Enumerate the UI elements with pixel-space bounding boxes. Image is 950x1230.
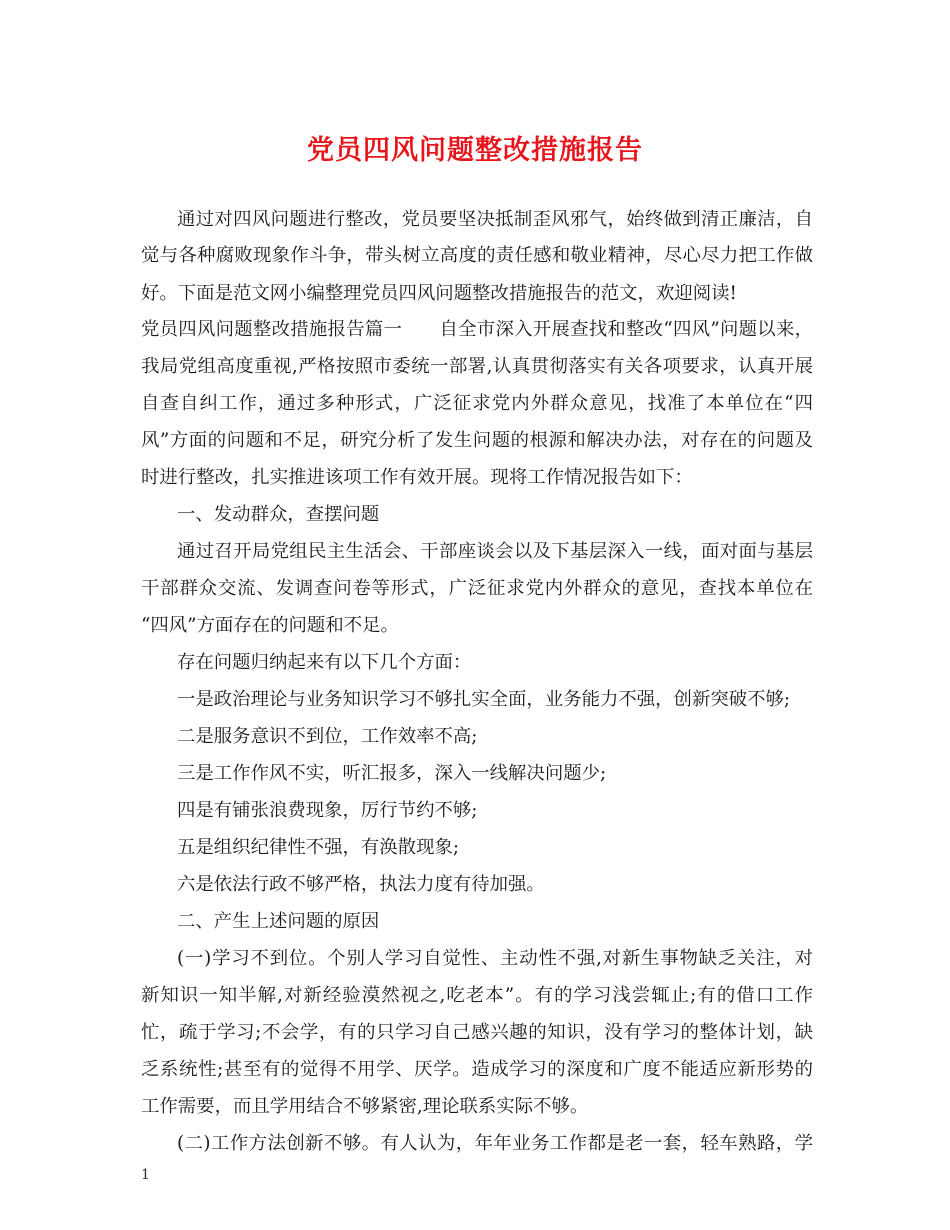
text-line: 觉与各种腐败现象作斗争，带头树立高度的责任感和敬业精神，尽心尽力把工作做 [141,245,813,266]
text-line: 时进行整改，扎实推进该项工作有效开展。现将工作情况报告如下： [141,467,693,488]
list-item: 四是有铺张浪费现象，厉行节约不够; [177,800,478,821]
text-line: 风”方面的问题和不足，研究分析了发生问题的根源和解决办法，对存在的问题及 [141,430,813,451]
page-number: 1 [141,1167,150,1183]
document-title: 党员四风问题整改措施报告 [307,135,643,166]
text-line: 我局党组高度重视,严格按照市委统一部署,认真贯彻落实有关各项要求，认真开展 [141,356,813,377]
text-line: 通过对四风问题进行整改，党员要坚决抵制歪风邪气，始终做到清正廉洁，自 [177,209,813,230]
text-line: 新知识一知半解,对新经验漠然视之,吃老本”。有的学习浅尝辄止;有的借口工作 [141,985,813,1006]
list-item: 五是组织纪律性不强，有涣散现象; [177,837,460,858]
list-item: 二是服务意识不到位，工作效率不高; [177,726,478,747]
text-line: 干部群众交流、发调查问卷等形式，广泛征求党内外群众的意见，查找本单位在 [141,578,813,599]
text-line: 乏系统性;甚至有的觉得不用学、厌学。造成学习的深度和广度不能适应新形势的 [141,1059,813,1080]
list-item: 六是依法行政不够严格，执法力度有待加强。 [177,874,545,895]
section-heading: 二、产生上述问题的原因 [177,911,380,932]
text-line: 存在问题归纳起来有以下几个方面： [177,652,472,673]
text-line: 党员四风问题整改措施报告篇一 自全市深入开展查找和整改“四风”问题以来， [141,319,813,340]
text-line: 忙，疏于学习;不会学，有的只学习自己感兴趣的知识，没有学习的整体计划，缺 [141,1022,813,1043]
text-line: “四风”方面存在的问题和不足。 [141,615,399,636]
text-line: 好。下面是范文网小编整理党员四风问题整改措施报告的范文，欢迎阅读! [141,283,737,304]
text-line: 自查自纠工作，通过多种形式，广泛征求党内外群众意见，找准了本单位在“四 [141,393,813,414]
section-heading: 一、发动群众，查摆问题 [177,504,380,525]
text-line: (二)工作方法创新不够。有人认为，年年业务工作都是老一套，轻车熟路，学 [177,1133,813,1154]
text-line: 工作需要，而且学用结合不够紧密,理论联系实际不够。 [141,1096,589,1117]
text-line: (一)学习不到位。个别人学习自觉性、主动性不强,对新生事物缺乏关注，对 [177,948,813,969]
text-line: 通过召开局党组民主生活会、干部座谈会以及下基层深入一线，面对面与基层 [177,541,813,562]
list-item: 一是政治理论与业务知识学习不够扎实全面，业务能力不强，创新突破不够; [177,689,791,710]
list-item: 三是工作作风不实，听汇报多，深入一线解决问题少; [177,763,607,784]
